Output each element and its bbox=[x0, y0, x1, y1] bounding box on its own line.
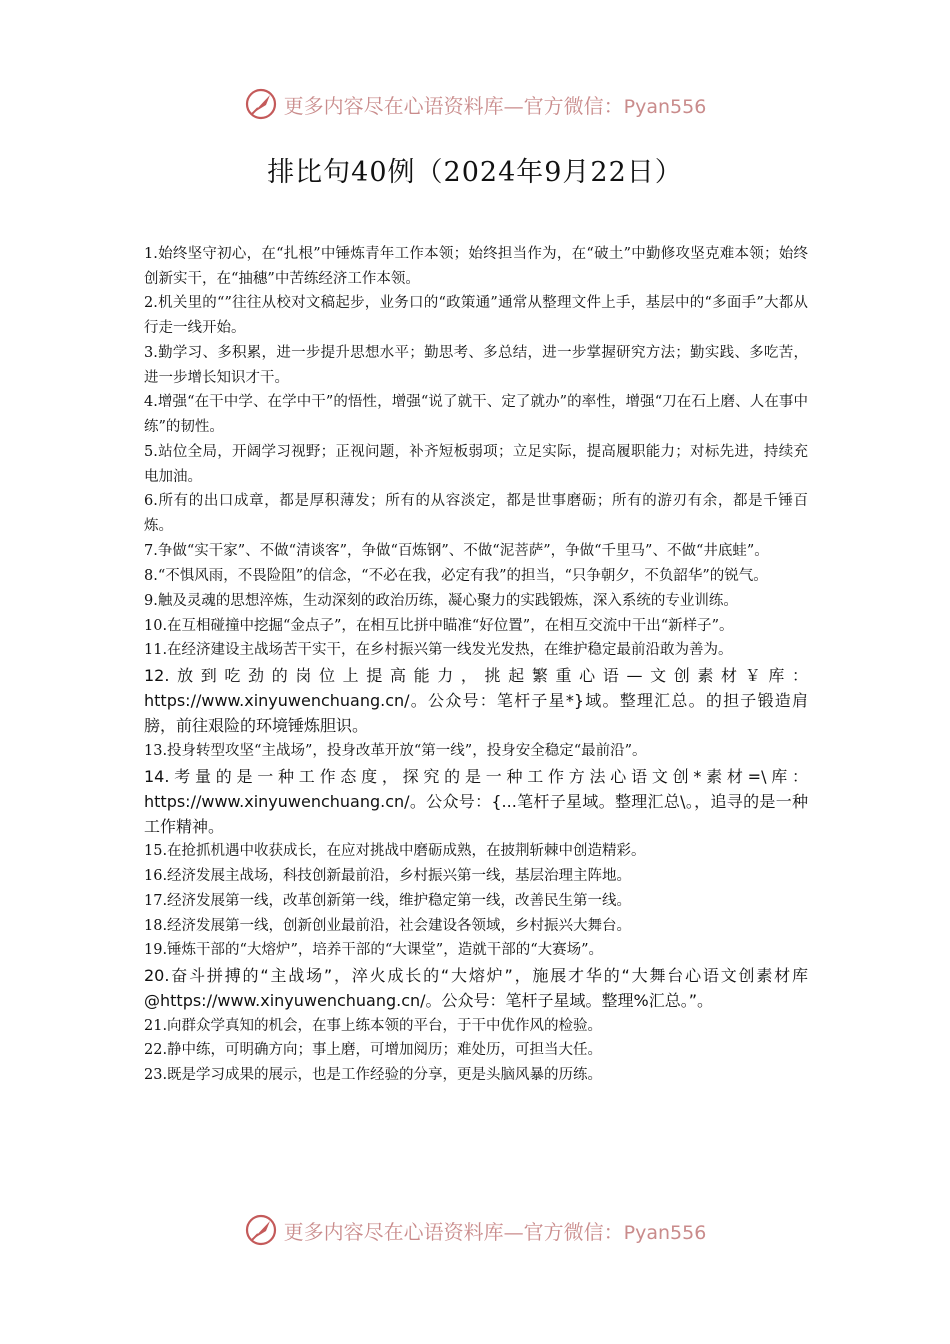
list-item: 6.所有的出口成章，都是厚积薄发；所有的从容淡定，都是世事磨砺；所有的游刃有余，都是千锤百炼。 bbox=[144, 493, 808, 535]
list-item: 3.勤学习、多积累，进一步提升思想水平；勤思考、多总结，进一步掌握研究方法；勤实践、多吃苦，进一步增长知识才干。 bbox=[144, 344, 808, 386]
list-item: 4.增强“在干中学、在学中干”的悟性，增强“说了就干、定了就办”的率性，增强“刀在石上磨、人在事中练”的韧性。 bbox=[144, 394, 808, 436]
watermark-text: 更多内容尽在心语资料库—官方微信： bbox=[283, 1219, 624, 1244]
list-item: 7.争做“实干家”、不做“清谈客”，争做“百炼钢”、不做“泥菩萨”，争做“千里马”、不做“井底蛙”。 bbox=[144, 542, 769, 559]
list-item: 10.在互相碰撞中挖掘“金点子”，在相互比拼中瞄准“好位置”，在相互交流中干出“新样子”。 bbox=[144, 617, 734, 634]
list-item: 21.向群众学真知的机会，在事上练本领的平台，于干中优作风的检验。 bbox=[144, 1017, 603, 1034]
list-item: 14.考量的是一种工作态度，探究的是一种工作方法心语文创*素材=\库：https://www.xinyuwenchuang.cn/。公众号：{...笔杆子星域。整理汇总\。，追寻的是一种工作精神。 bbox=[144, 766, 808, 836]
list-item: 5.站位全局，开阔学习视野；正视问题，补齐短板弱项；立足实际，提高履职能力；对标先进，持续充电加油。 bbox=[144, 443, 808, 485]
list-item: 22.静中练，可明确方向；事上磨，可增加阅历；难处历，可担当大任。 bbox=[144, 1042, 603, 1059]
watermark-footer bbox=[0, 1210, 950, 1250]
list-item: 19.锤炼干部的“大熔炉”，培养干部的“大课堂”，造就干部的“大赛场”。 bbox=[144, 942, 604, 959]
list-item: 2.机关里的“”往往从校对文稿起步，业务口的“政策通”通常从整理文件上手，基层中的“多面手”大都从行走一线开始。 bbox=[144, 295, 808, 337]
list-item: 23.既是学习成果的展示，也是工作经验的分享，更是头脑风暴的历练。 bbox=[144, 1067, 603, 1084]
list-item: 16.经济发展主战场，科技创新最前沿，乡村振兴第一线，基层治理主阵地。 bbox=[144, 867, 632, 884]
list-item: 15.在抢抓机遇中收获成长，在应对挑战中磨砺成熟，在披荆斩棘中创造精彩。 bbox=[144, 842, 646, 859]
watermark-text: 更多内容尽在心语资料库—官方微信： bbox=[283, 93, 624, 118]
list-item: 1.始终坚守初心，在“扎根”中锤炼青年工作本领；始终担当作为，在“破土”中勤修攻坚克难本领；始终创新实干，在“抽穗”中苦练经济工作本领。 bbox=[144, 246, 808, 287]
list-item: 12.放到吃劲的岗位上提高能力，挑起繁重心语—文创素材￥库：https://www.xinyuwenchuang.cn/。公众号：笔杆子星*}域。整理汇总。的担子锻造肩膀，前往艰险的环境锤炼胆识。 bbox=[144, 666, 808, 736]
list-item: 20.奋斗拼搏的“主战场”，淬火成长的“大熔炉”，施展才华的“大舞台心语文创素材库@https://www.xinyuwenchuang.cn/。公众号：笔杆子星域。整理%汇总。”。 bbox=[144, 966, 808, 1011]
list-item: 8.“不惧风雨，不畏险阻”的信念，“不必在我，必定有我”的担当，“只争朝夕，不负韶华”的锐气。 bbox=[144, 567, 768, 584]
watermark-wechat: Pyan556 bbox=[623, 95, 707, 118]
list-item: 18.经济发展第一线，创新创业最前沿，社会建设各领域，乡村振兴大舞台。 bbox=[144, 917, 632, 934]
page-title: 排比句40例（2024年9月22日） bbox=[267, 157, 683, 188]
list-item: 11.在经济建设主战场苦干实干，在乡村振兴第一线发光发热，在维护稳定最前沿敢为善为。 bbox=[144, 642, 733, 659]
watermark-wechat: Pyan556 bbox=[623, 1221, 707, 1244]
list-item: 13.投身转型攻坚“主战场”，投身改革开放“第一线”，投身安全稳定“最前沿”。 bbox=[144, 742, 647, 759]
sentence-list bbox=[144, 242, 808, 1088]
list-item: 17.经济发展第一线，改革创新第一线，维护稳定第一线，改善民生第一线。 bbox=[144, 892, 632, 909]
list-item: 9.触及灵魂的思想淬炼，生动深刻的政治历练，凝心聚力的实践锻炼，深入系统的专业训练。 bbox=[144, 592, 738, 609]
quill-logo-icon bbox=[244, 87, 278, 121]
quill-logo-icon bbox=[244, 1213, 278, 1247]
watermark-header bbox=[0, 84, 950, 124]
